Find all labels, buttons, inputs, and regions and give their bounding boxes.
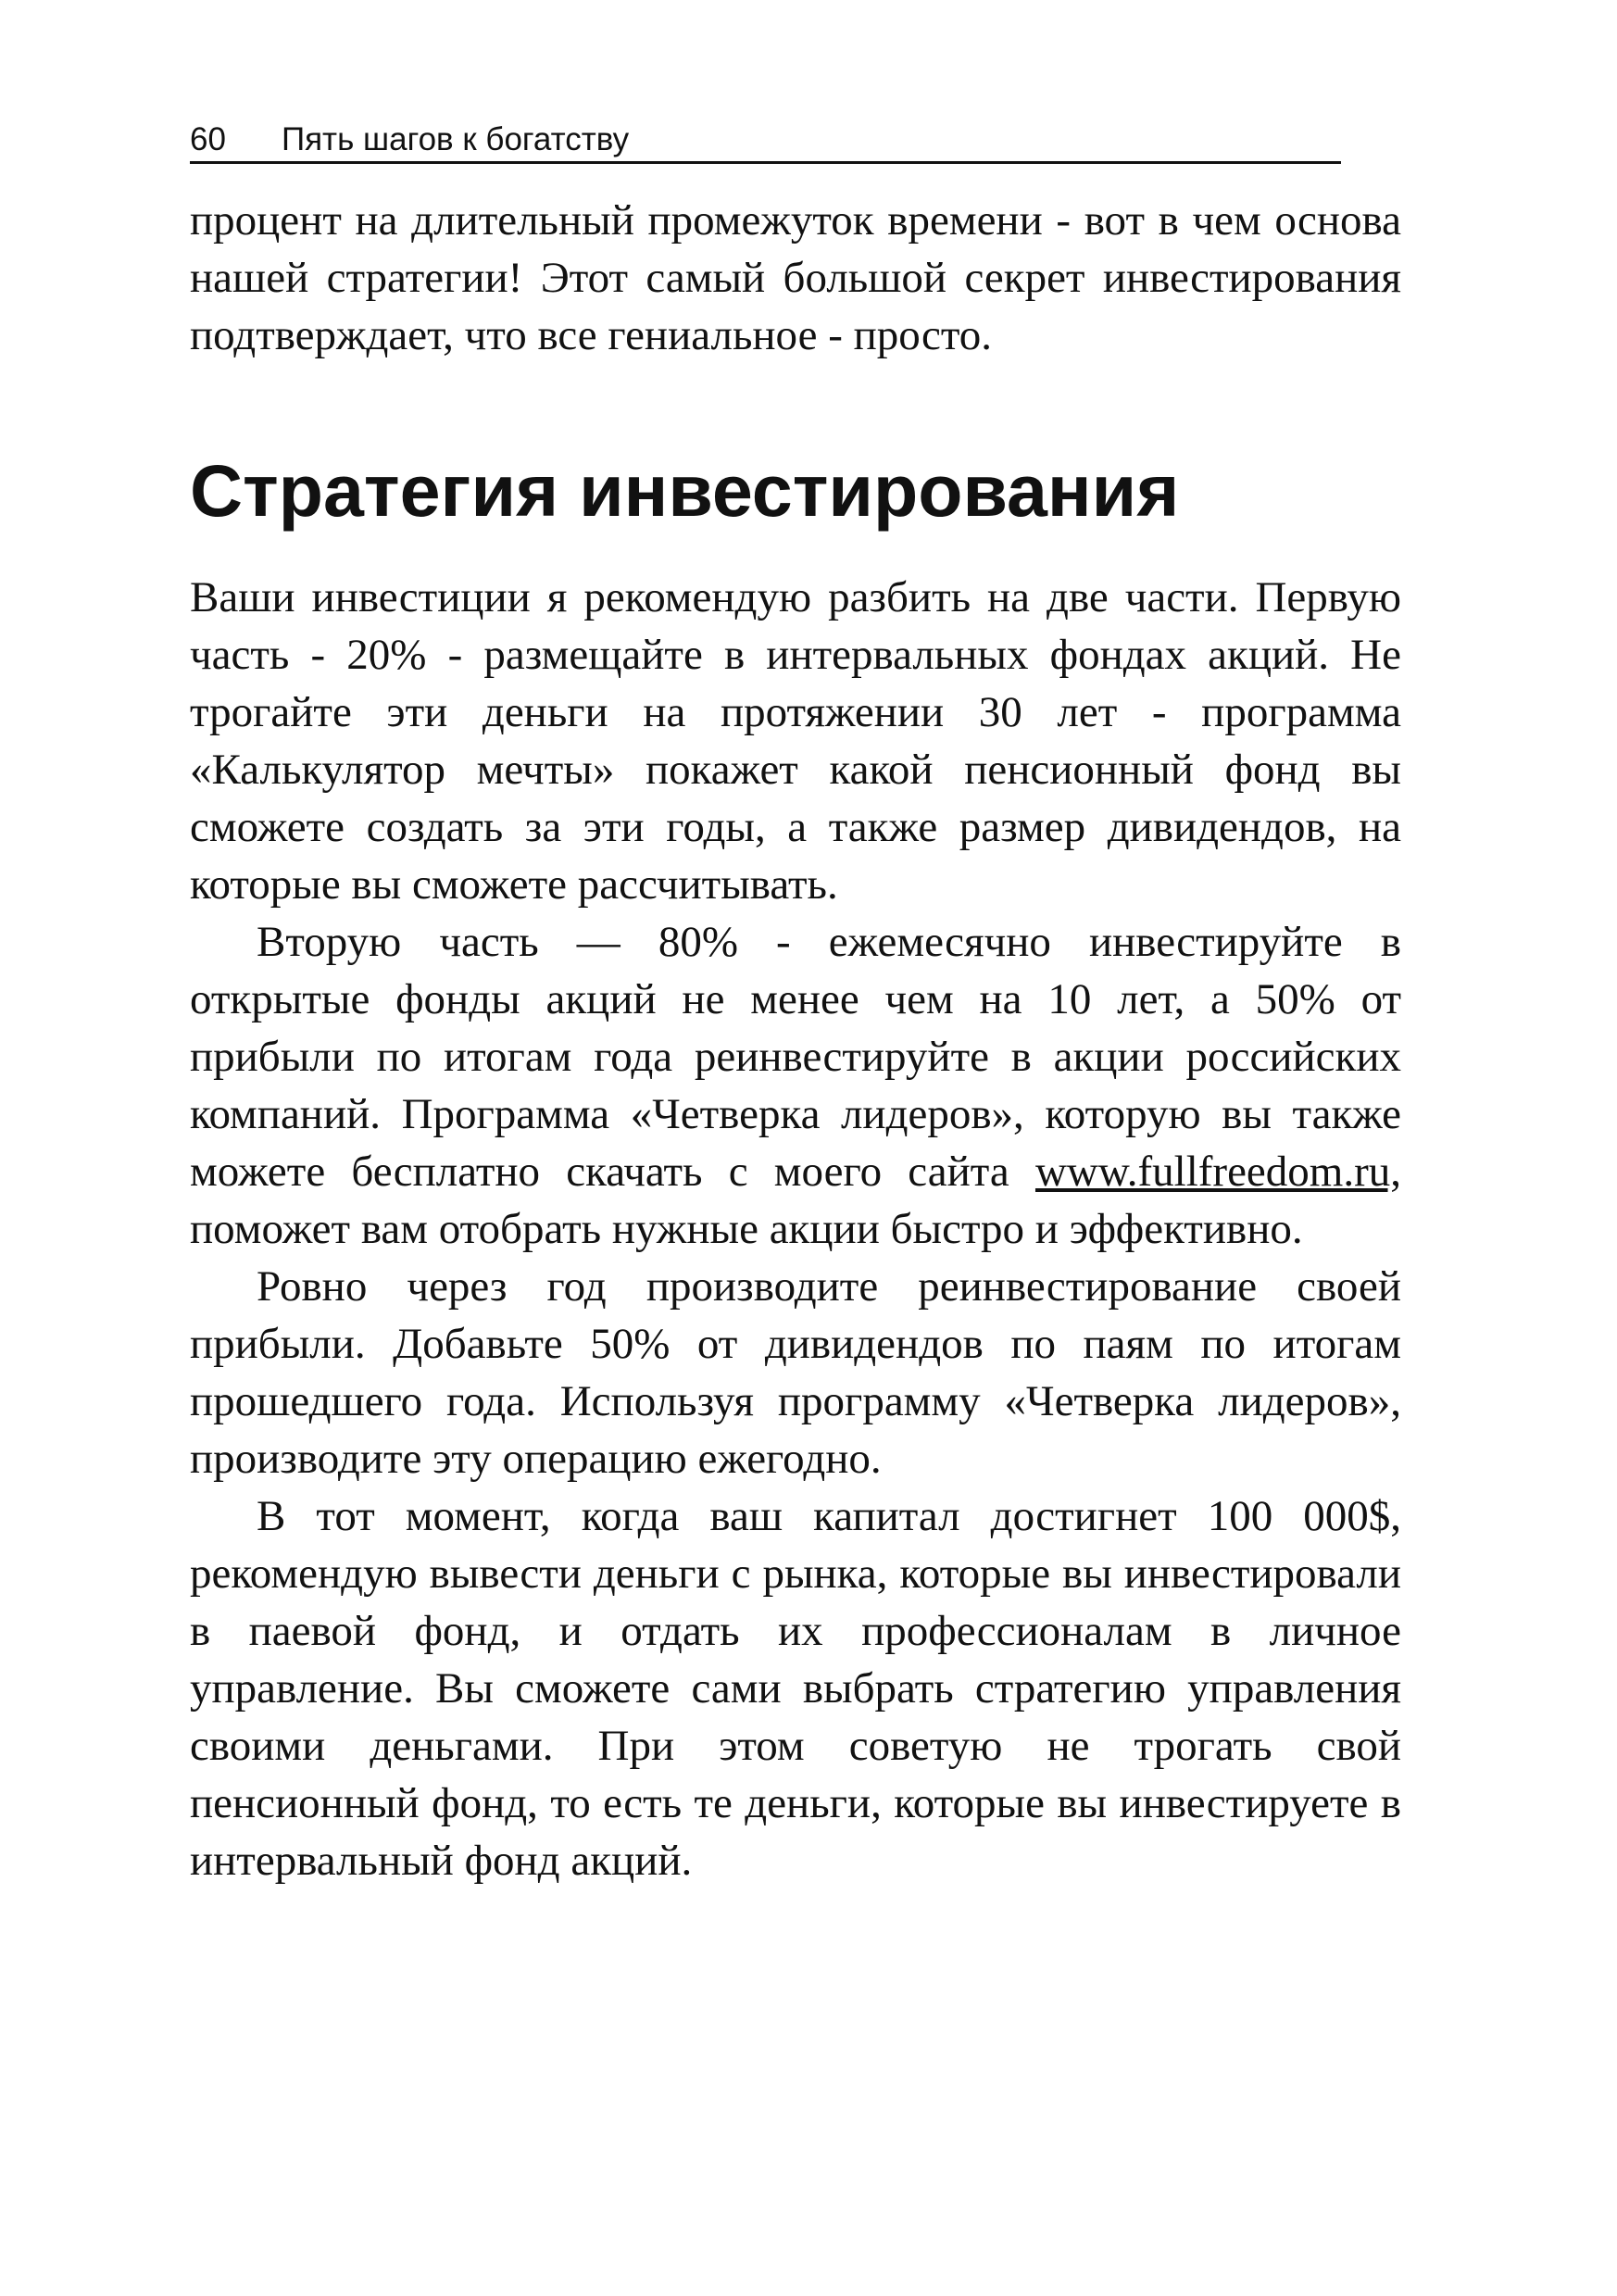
book-title: Пять шагов к богатству <box>281 121 630 157</box>
paragraph-capital-withdrawal: В тот момент, когда ваш капитал достигнет 100 000$, рекомендую вывести деньги с рынка, которые вы инвестировали в паевой фонд, и отдать их профессионалам в личное управление. Вы сможете сами выбрать стратегию управления своими деньгами. При этом советую не трогать свой пенсионный фонд, то есть те деньги, которые вы инвестируете в интервальный фонд акций. <box>190 1492 1401 1885</box>
paragraph-open-funds <box>190 913 1401 1258</box>
paragraph-allocation: Ваши инвестиции я рекомендую разбить на две части. Первую часть - 20% - размещайте в интервальных фондах акций. Не трогайте эти деньги на протяжении 30 лет - программа «Калькулятор мечты» покажет какой пенсионный фонд вы сможете создать за эти годы, а также размер дивидендов, на которые вы сможете рассчитывать. <box>190 573 1401 909</box>
website-link[interactable]: www.fullfreedom.ru, <box>1034 1148 1401 1196</box>
paragraph-reinvestment: Ровно через год производите реинвестирование своей прибыли. Добавьте 50% от дивидендов по паям по итогам прошедшего года. Используя программу «Четверка лидеров», производите эту операцию ежегодно. <box>190 1262 1401 1483</box>
paragraph-text: поможет вам отобрать нужные акции быстро и эффективно. <box>190 1205 1303 1253</box>
running-header <box>190 119 1341 164</box>
intro-paragraph: процент на длительный промежуток времени - вот в чем основа нашей стратегии! Этот самый большой секрет инвестирования подтверждает, что все гениальное - просто. <box>190 196 1401 359</box>
section-title: Стратегия инвестирования <box>190 449 1180 532</box>
paragraph-text: Вторую часть — 80% - ежемесячно инвестируйте в открытые фонды акций не менее чем на 10 лет, а 50% от прибыли по итогам года реинвестируйте в акции российских компаний. Программа «Четверка лидеров», которую вы также можете бесплатно скачать с моего сайта <box>190 918 1401 1196</box>
section-content <box>190 569 1401 1889</box>
page-number: 60 <box>190 121 226 157</box>
